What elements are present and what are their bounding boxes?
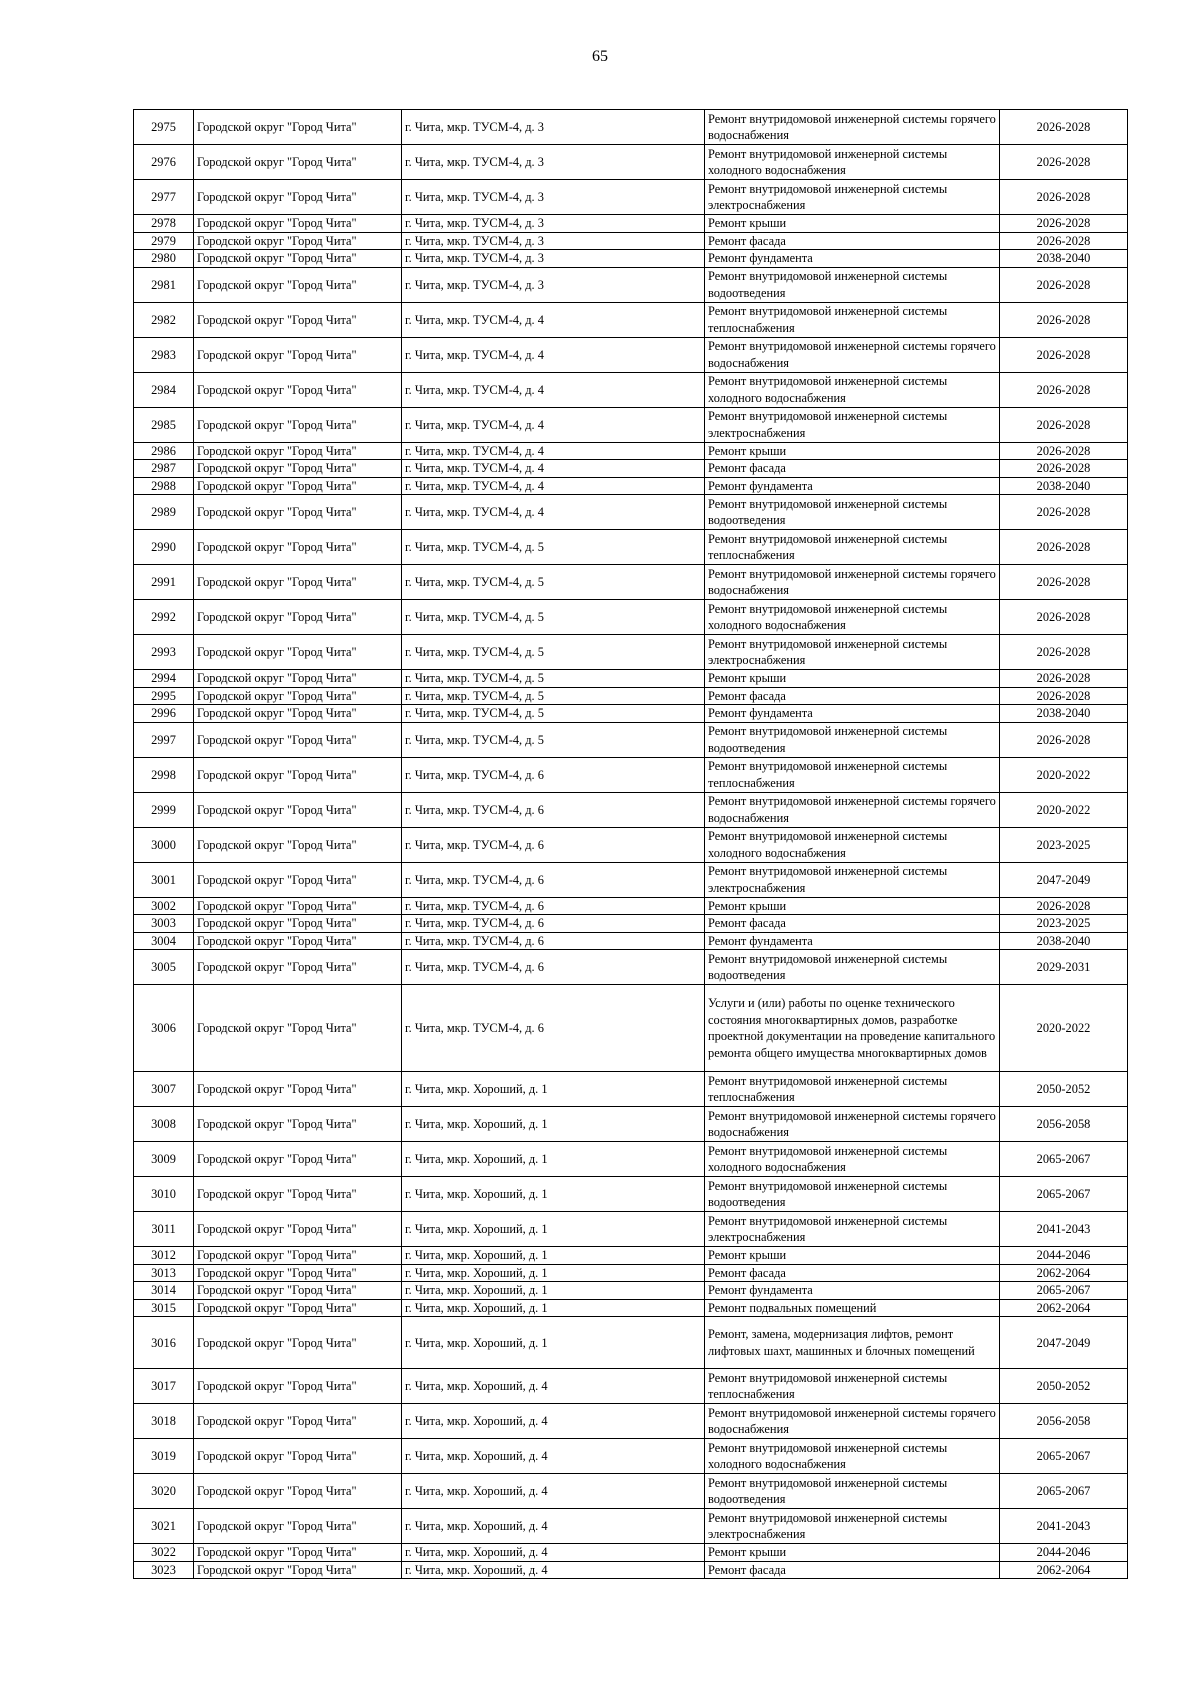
- work-type-cell: Ремонт внутридомовой инженерной системы теплоснабжения: [705, 757, 1000, 792]
- period-cell: 2065-2067: [1000, 1282, 1128, 1300]
- work-type-cell: Ремонт внутридомовой инженерной системы водоотведения: [705, 495, 1000, 530]
- address-cell: г. Чита, мкр. Хороший, д. 1: [402, 1282, 705, 1300]
- municipality-cell: Городской округ "Город Чита": [194, 1107, 402, 1142]
- row-number-cell: 2990: [134, 530, 194, 565]
- row-number-cell: 3002: [134, 897, 194, 915]
- period-cell: 2026-2028: [1000, 670, 1128, 688]
- row-number-cell: 2978: [134, 215, 194, 233]
- table-row: [134, 932, 1128, 950]
- period-cell: 2026-2028: [1000, 145, 1128, 180]
- row-number-cell: 3021: [134, 1509, 194, 1544]
- table-row: [134, 600, 1128, 635]
- table-row: [134, 372, 1128, 407]
- municipality-cell: Городской округ "Город Чита": [194, 232, 402, 250]
- work-type-cell: Ремонт фундамента: [705, 1282, 1000, 1300]
- row-number-cell: 3015: [134, 1299, 194, 1317]
- row-number-cell: 3013: [134, 1264, 194, 1282]
- row-number-cell: 3003: [134, 915, 194, 933]
- address-cell: г. Чита, мкр. ТУСМ-4, д. 3: [402, 215, 705, 233]
- address-cell: г. Чита, мкр. ТУСМ-4, д. 4: [402, 302, 705, 337]
- address-cell: г. Чита, мкр. Хороший, д. 4: [402, 1474, 705, 1509]
- work-type-cell: Ремонт, замена, модернизация лифтов, ремонт лифтовых шахт, машинных и блочных помещений: [705, 1317, 1000, 1369]
- row-number-cell: 3017: [134, 1369, 194, 1404]
- period-cell: 2026-2028: [1000, 565, 1128, 600]
- row-number-cell: 2982: [134, 302, 194, 337]
- address-cell: г. Чита, мкр. Хороший, д. 1: [402, 1212, 705, 1247]
- row-number-cell: 2999: [134, 792, 194, 827]
- work-type-cell: Ремонт фундамента: [705, 477, 1000, 495]
- work-type-cell: Ремонт крыши: [705, 670, 1000, 688]
- row-number-cell: 3004: [134, 932, 194, 950]
- table-row: [134, 670, 1128, 688]
- period-cell: 2065-2067: [1000, 1439, 1128, 1474]
- address-cell: г. Чита, мкр. Хороший, д. 4: [402, 1369, 705, 1404]
- work-type-cell: Ремонт внутридомовой инженерной системы водоотведения: [705, 1474, 1000, 1509]
- row-number-cell: 2997: [134, 722, 194, 757]
- row-number-cell: 2988: [134, 477, 194, 495]
- work-type-cell: Ремонт крыши: [705, 897, 1000, 915]
- municipality-cell: Городской округ "Город Чита": [194, 477, 402, 495]
- table-row: [134, 460, 1128, 478]
- period-cell: 2026-2028: [1000, 600, 1128, 635]
- table-row: [134, 757, 1128, 792]
- table-row: [134, 1544, 1128, 1562]
- address-cell: г. Чита, мкр. ТУСМ-4, д. 4: [402, 407, 705, 442]
- address-cell: г. Чита, мкр. ТУСМ-4, д. 6: [402, 985, 705, 1072]
- period-cell: 2065-2067: [1000, 1177, 1128, 1212]
- period-cell: 2041-2043: [1000, 1509, 1128, 1544]
- work-type-cell: Ремонт фундамента: [705, 250, 1000, 268]
- address-cell: г. Чита, мкр. ТУСМ-4, д. 5: [402, 705, 705, 723]
- work-type-cell: Ремонт подвальных помещений: [705, 1299, 1000, 1317]
- row-number-cell: 2993: [134, 635, 194, 670]
- work-type-cell: Ремонт внутридомовой инженерной системы электроснабжения: [705, 635, 1000, 670]
- table-row: [134, 477, 1128, 495]
- period-cell: 2056-2058: [1000, 1107, 1128, 1142]
- municipality-cell: Городской округ "Город Чита": [194, 1177, 402, 1212]
- period-cell: 2026-2028: [1000, 635, 1128, 670]
- municipality-cell: Городской округ "Город Чита": [194, 1544, 402, 1562]
- period-cell: 2062-2064: [1000, 1264, 1128, 1282]
- period-cell: 2026-2028: [1000, 687, 1128, 705]
- table-row: [134, 1212, 1128, 1247]
- table-row: [134, 1247, 1128, 1265]
- period-cell: 2044-2046: [1000, 1247, 1128, 1265]
- table-row: [134, 635, 1128, 670]
- municipality-cell: Городской округ "Город Чита": [194, 897, 402, 915]
- period-cell: 2056-2058: [1000, 1404, 1128, 1439]
- work-type-cell: Ремонт внутридомовой инженерной системы холодного водоснабжения: [705, 600, 1000, 635]
- address-cell: г. Чита, мкр. Хороший, д. 1: [402, 1107, 705, 1142]
- address-cell: г. Чита, мкр. ТУСМ-4, д. 6: [402, 915, 705, 933]
- row-number-cell: 2996: [134, 705, 194, 723]
- municipality-cell: Городской округ "Город Чита": [194, 267, 402, 302]
- table-row: [134, 1404, 1128, 1439]
- municipality-cell: Городской округ "Город Чита": [194, 757, 402, 792]
- address-cell: г. Чита, мкр. ТУСМ-4, д. 3: [402, 110, 705, 145]
- work-type-cell: Ремонт внутридомовой инженерной системы водоотведения: [705, 1177, 1000, 1212]
- address-cell: г. Чита, мкр. Хороший, д. 4: [402, 1439, 705, 1474]
- work-type-cell: Ремонт внутридомовой инженерной системы теплоснабжения: [705, 530, 1000, 565]
- row-number-cell: 2987: [134, 460, 194, 478]
- row-number-cell: 3001: [134, 862, 194, 897]
- work-type-cell: Ремонт фасада: [705, 687, 1000, 705]
- period-cell: 2038-2040: [1000, 477, 1128, 495]
- municipality-cell: Городской округ "Город Чита": [194, 1317, 402, 1369]
- work-type-cell: Ремонт внутридомовой инженерной системы холодного водоснабжения: [705, 145, 1000, 180]
- period-cell: 2023-2025: [1000, 915, 1128, 933]
- table-row: [134, 495, 1128, 530]
- table-row: [134, 1107, 1128, 1142]
- work-type-cell: Ремонт внутридомовой инженерной системы электроснабжения: [705, 180, 1000, 215]
- municipality-cell: Городской округ "Город Чита": [194, 250, 402, 268]
- table-row: [134, 687, 1128, 705]
- address-cell: г. Чита, мкр. ТУСМ-4, д. 3: [402, 145, 705, 180]
- municipality-cell: Городской округ "Город Чита": [194, 1299, 402, 1317]
- row-number-cell: 2986: [134, 442, 194, 460]
- work-type-cell: Услуги и (или) работы по оценке технического состояния многоквартирных домов, разработке проектной документации на проведение капитального ремонта общего имущества многоквартирных домов: [705, 985, 1000, 1072]
- work-type-cell: Ремонт фундамента: [705, 705, 1000, 723]
- municipality-cell: Городской округ "Город Чита": [194, 932, 402, 950]
- address-cell: г. Чита, мкр. ТУСМ-4, д. 5: [402, 600, 705, 635]
- table-body: [134, 110, 1128, 1579]
- period-cell: 2062-2064: [1000, 1299, 1128, 1317]
- municipality-cell: Городской округ "Город Чита": [194, 722, 402, 757]
- address-cell: г. Чита, мкр. ТУСМ-4, д. 4: [402, 372, 705, 407]
- work-type-cell: Ремонт внутридомовой инженерной системы водоотведения: [705, 950, 1000, 985]
- table-row: [134, 950, 1128, 985]
- address-cell: г. Чита, мкр. Хороший, д. 1: [402, 1247, 705, 1265]
- period-cell: 2026-2028: [1000, 267, 1128, 302]
- row-number-cell: 3009: [134, 1142, 194, 1177]
- work-type-cell: Ремонт внутридомовой инженерной системы холодного водоснабжения: [705, 827, 1000, 862]
- municipality-cell: Городской округ "Город Чита": [194, 1282, 402, 1300]
- municipality-cell: Городской округ "Город Чита": [194, 442, 402, 460]
- address-cell: г. Чита, мкр. ТУСМ-4, д. 4: [402, 442, 705, 460]
- row-number-cell: 2981: [134, 267, 194, 302]
- row-number-cell: 3023: [134, 1561, 194, 1579]
- period-cell: 2026-2028: [1000, 110, 1128, 145]
- municipality-cell: Городской округ "Город Чита": [194, 687, 402, 705]
- work-type-cell: Ремонт крыши: [705, 442, 1000, 460]
- municipality-cell: Городской округ "Город Чита": [194, 407, 402, 442]
- period-cell: 2026-2028: [1000, 722, 1128, 757]
- row-number-cell: 2994: [134, 670, 194, 688]
- period-cell: 2026-2028: [1000, 337, 1128, 372]
- municipality-cell: Городской округ "Город Чита": [194, 1509, 402, 1544]
- table-row: [134, 565, 1128, 600]
- municipality-cell: Городской округ "Город Чита": [194, 792, 402, 827]
- period-cell: 2026-2028: [1000, 530, 1128, 565]
- municipality-cell: Городской округ "Город Чита": [194, 1142, 402, 1177]
- municipality-cell: Городской округ "Город Чита": [194, 1212, 402, 1247]
- work-type-cell: Ремонт внутридомовой инженерной системы электроснабжения: [705, 407, 1000, 442]
- address-cell: г. Чита, мкр. ТУСМ-4, д. 5: [402, 635, 705, 670]
- municipality-cell: Городской округ "Город Чита": [194, 600, 402, 635]
- table-row: [134, 1072, 1128, 1107]
- address-cell: г. Чита, мкр. ТУСМ-4, д. 3: [402, 232, 705, 250]
- table-row: [134, 1177, 1128, 1212]
- period-cell: 2026-2028: [1000, 372, 1128, 407]
- municipality-cell: Городской округ "Город Чита": [194, 302, 402, 337]
- row-number-cell: 3012: [134, 1247, 194, 1265]
- work-type-cell: Ремонт внутридомовой инженерной системы теплоснабжения: [705, 1072, 1000, 1107]
- address-cell: г. Чита, мкр. Хороший, д. 1: [402, 1264, 705, 1282]
- work-type-cell: Ремонт крыши: [705, 1544, 1000, 1562]
- address-cell: г. Чита, мкр. ТУСМ-4, д. 3: [402, 267, 705, 302]
- work-type-cell: Ремонт внутридомовой инженерной системы теплоснабжения: [705, 302, 1000, 337]
- address-cell: г. Чита, мкр. Хороший, д. 4: [402, 1404, 705, 1439]
- municipality-cell: Городской округ "Город Чита": [194, 372, 402, 407]
- municipality-cell: Городской округ "Город Чита": [194, 985, 402, 1072]
- address-cell: г. Чита, мкр. Хороший, д. 1: [402, 1142, 705, 1177]
- table-row: [134, 442, 1128, 460]
- municipality-cell: Городской округ "Город Чита": [194, 1404, 402, 1439]
- period-cell: 2044-2046: [1000, 1544, 1128, 1562]
- address-cell: г. Чита, мкр. Хороший, д. 1: [402, 1072, 705, 1107]
- address-cell: г. Чита, мкр. ТУСМ-4, д. 6: [402, 932, 705, 950]
- row-number-cell: 2984: [134, 372, 194, 407]
- work-type-cell: Ремонт фасада: [705, 915, 1000, 933]
- row-number-cell: 3016: [134, 1317, 194, 1369]
- address-cell: г. Чита, мкр. ТУСМ-4, д. 4: [402, 337, 705, 372]
- work-type-cell: Ремонт фасада: [705, 460, 1000, 478]
- period-cell: 2065-2067: [1000, 1142, 1128, 1177]
- work-type-cell: Ремонт крыши: [705, 215, 1000, 233]
- period-cell: 2026-2028: [1000, 460, 1128, 478]
- period-cell: 2026-2028: [1000, 897, 1128, 915]
- period-cell: 2020-2022: [1000, 985, 1128, 1072]
- municipality-cell: Городской округ "Город Чита": [194, 565, 402, 600]
- period-cell: 2050-2052: [1000, 1072, 1128, 1107]
- municipality-cell: Городской округ "Город Чита": [194, 110, 402, 145]
- work-type-cell: Ремонт внутридомовой инженерной системы горячего водоснабжения: [705, 337, 1000, 372]
- municipality-cell: Городской округ "Город Чита": [194, 1369, 402, 1404]
- table-row: [134, 1509, 1128, 1544]
- period-cell: 2026-2028: [1000, 495, 1128, 530]
- row-number-cell: 3000: [134, 827, 194, 862]
- table-row: [134, 1369, 1128, 1404]
- municipality-cell: Городской округ "Город Чита": [194, 1439, 402, 1474]
- municipality-cell: Городской округ "Город Чита": [194, 635, 402, 670]
- row-number-cell: 3008: [134, 1107, 194, 1142]
- table-row: [134, 915, 1128, 933]
- work-type-cell: Ремонт внутридомовой инженерной системы водоотведения: [705, 722, 1000, 757]
- work-type-cell: Ремонт внутридомовой инженерной системы горячего водоснабжения: [705, 565, 1000, 600]
- address-cell: г. Чита, мкр. ТУСМ-4, д. 4: [402, 477, 705, 495]
- table-row: [134, 985, 1128, 1072]
- work-type-cell: Ремонт внутридомовой инженерной системы холодного водоснабжения: [705, 372, 1000, 407]
- municipality-cell: Городской округ "Город Чита": [194, 1561, 402, 1579]
- row-number-cell: 3022: [134, 1544, 194, 1562]
- table-row: [134, 827, 1128, 862]
- table-row: [134, 180, 1128, 215]
- period-cell: 2023-2025: [1000, 827, 1128, 862]
- address-cell: г. Чита, мкр. ТУСМ-4, д. 5: [402, 565, 705, 600]
- work-type-cell: Ремонт внутридомовой инженерной системы теплоснабжения: [705, 1369, 1000, 1404]
- municipality-cell: Городской округ "Город Чита": [194, 495, 402, 530]
- period-cell: 2038-2040: [1000, 932, 1128, 950]
- work-type-cell: Ремонт фасада: [705, 232, 1000, 250]
- table-row: [134, 1474, 1128, 1509]
- table-row: [134, 792, 1128, 827]
- row-number-cell: 3005: [134, 950, 194, 985]
- address-cell: г. Чита, мкр. ТУСМ-4, д. 6: [402, 827, 705, 862]
- period-cell: 2047-2049: [1000, 862, 1128, 897]
- municipality-cell: Городской округ "Город Чита": [194, 1474, 402, 1509]
- address-cell: г. Чита, мкр. Хороший, д. 1: [402, 1299, 705, 1317]
- page-number: 65: [592, 48, 608, 65]
- repair-schedule-table: [133, 109, 1128, 1579]
- table-row: [134, 232, 1128, 250]
- row-number-cell: 2998: [134, 757, 194, 792]
- work-type-cell: Ремонт внутридомовой инженерной системы электроснабжения: [705, 862, 1000, 897]
- work-type-cell: Ремонт фундамента: [705, 932, 1000, 950]
- row-number-cell: 2995: [134, 687, 194, 705]
- period-cell: 2029-2031: [1000, 950, 1128, 985]
- municipality-cell: Городской округ "Город Чита": [194, 915, 402, 933]
- municipality-cell: Городской округ "Город Чита": [194, 1264, 402, 1282]
- municipality-cell: Городской округ "Город Чита": [194, 1247, 402, 1265]
- municipality-cell: Городской округ "Город Чита": [194, 950, 402, 985]
- municipality-cell: Городской округ "Город Чита": [194, 862, 402, 897]
- work-type-cell: Ремонт внутридомовой инженерной системы горячего водоснабжения: [705, 792, 1000, 827]
- table-row: [134, 110, 1128, 145]
- row-number-cell: 2979: [134, 232, 194, 250]
- municipality-cell: Городской округ "Город Чита": [194, 337, 402, 372]
- table-row: [134, 302, 1128, 337]
- period-cell: 2062-2064: [1000, 1561, 1128, 1579]
- row-number-cell: 3006: [134, 985, 194, 1072]
- table-row: [134, 215, 1128, 233]
- municipality-cell: Городской округ "Город Чита": [194, 670, 402, 688]
- address-cell: г. Чита, мкр. ТУСМ-4, д. 6: [402, 950, 705, 985]
- row-number-cell: 2992: [134, 600, 194, 635]
- address-cell: г. Чита, мкр. Хороший, д. 1: [402, 1177, 705, 1212]
- work-type-cell: Ремонт внутридомовой инженерной системы горячего водоснабжения: [705, 1404, 1000, 1439]
- address-cell: г. Чита, мкр. Хороший, д. 4: [402, 1509, 705, 1544]
- work-type-cell: Ремонт внутридомовой инженерной системы электроснабжения: [705, 1509, 1000, 1544]
- municipality-cell: Городской округ "Город Чита": [194, 705, 402, 723]
- address-cell: г. Чита, мкр. ТУСМ-4, д. 6: [402, 757, 705, 792]
- period-cell: 2026-2028: [1000, 215, 1128, 233]
- address-cell: г. Чита, мкр. ТУСМ-4, д. 5: [402, 530, 705, 565]
- table-row: [134, 1142, 1128, 1177]
- address-cell: г. Чита, мкр. ТУСМ-4, д. 5: [402, 722, 705, 757]
- row-number-cell: 2980: [134, 250, 194, 268]
- period-cell: 2041-2043: [1000, 1212, 1128, 1247]
- row-number-cell: 2975: [134, 110, 194, 145]
- address-cell: г. Чита, мкр. Хороший, д. 1: [402, 1317, 705, 1369]
- period-cell: 2020-2022: [1000, 792, 1128, 827]
- work-type-cell: Ремонт фасада: [705, 1561, 1000, 1579]
- work-type-cell: Ремонт внутридомовой инженерной системы водоотведения: [705, 267, 1000, 302]
- municipality-cell: Городской округ "Город Чита": [194, 530, 402, 565]
- period-cell: 2065-2067: [1000, 1474, 1128, 1509]
- table-row: [134, 1317, 1128, 1369]
- address-cell: г. Чита, мкр. ТУСМ-4, д. 3: [402, 180, 705, 215]
- municipality-cell: Городской округ "Город Чита": [194, 180, 402, 215]
- period-cell: 2026-2028: [1000, 180, 1128, 215]
- period-cell: 2038-2040: [1000, 705, 1128, 723]
- address-cell: г. Чита, мкр. ТУСМ-4, д. 5: [402, 670, 705, 688]
- table-row: [134, 722, 1128, 757]
- table-row: [134, 1561, 1128, 1579]
- period-cell: 2026-2028: [1000, 407, 1128, 442]
- period-cell: 2050-2052: [1000, 1369, 1128, 1404]
- period-cell: 2026-2028: [1000, 232, 1128, 250]
- work-type-cell: Ремонт крыши: [705, 1247, 1000, 1265]
- table-row: [134, 145, 1128, 180]
- row-number-cell: 3010: [134, 1177, 194, 1212]
- municipality-cell: Городской округ "Город Чита": [194, 1072, 402, 1107]
- row-number-cell: 2989: [134, 495, 194, 530]
- address-cell: г. Чита, мкр. ТУСМ-4, д. 4: [402, 460, 705, 478]
- row-number-cell: 2976: [134, 145, 194, 180]
- table-row: [134, 267, 1128, 302]
- period-cell: 2026-2028: [1000, 442, 1128, 460]
- address-cell: г. Чита, мкр. ТУСМ-4, д. 4: [402, 495, 705, 530]
- row-number-cell: 3020: [134, 1474, 194, 1509]
- work-type-cell: Ремонт внутридомовой инженерной системы горячего водоснабжения: [705, 110, 1000, 145]
- municipality-cell: Городской округ "Город Чита": [194, 215, 402, 233]
- row-number-cell: 2991: [134, 565, 194, 600]
- table-row: [134, 1264, 1128, 1282]
- row-number-cell: 3019: [134, 1439, 194, 1474]
- row-number-cell: 2977: [134, 180, 194, 215]
- municipality-cell: Городской округ "Город Чита": [194, 460, 402, 478]
- row-number-cell: 3014: [134, 1282, 194, 1300]
- table-row: [134, 407, 1128, 442]
- address-cell: г. Чита, мкр. ТУСМ-4, д. 6: [402, 792, 705, 827]
- address-cell: г. Чита, мкр. ТУСМ-4, д. 3: [402, 250, 705, 268]
- table-row: [134, 1299, 1128, 1317]
- period-cell: 2020-2022: [1000, 757, 1128, 792]
- address-cell: г. Чита, мкр. Хороший, д. 4: [402, 1544, 705, 1562]
- table-row: [134, 1439, 1128, 1474]
- table-row: [134, 897, 1128, 915]
- work-type-cell: Ремонт фасада: [705, 1264, 1000, 1282]
- municipality-cell: Городской округ "Город Чита": [194, 827, 402, 862]
- period-cell: 2038-2040: [1000, 250, 1128, 268]
- row-number-cell: 3007: [134, 1072, 194, 1107]
- address-cell: г. Чита, мкр. ТУСМ-4, д. 6: [402, 862, 705, 897]
- work-type-cell: Ремонт внутридомовой инженерной системы горячего водоснабжения: [705, 1107, 1000, 1142]
- table-row: [134, 1282, 1128, 1300]
- table-row: [134, 337, 1128, 372]
- table-row: [134, 250, 1128, 268]
- address-cell: г. Чита, мкр. ТУСМ-4, д. 5: [402, 687, 705, 705]
- table-row: [134, 862, 1128, 897]
- table-row: [134, 530, 1128, 565]
- period-cell: 2047-2049: [1000, 1317, 1128, 1369]
- address-cell: г. Чита, мкр. ТУСМ-4, д. 6: [402, 897, 705, 915]
- address-cell: г. Чита, мкр. Хороший, д. 4: [402, 1561, 705, 1579]
- table-row: [134, 705, 1128, 723]
- row-number-cell: 2985: [134, 407, 194, 442]
- row-number-cell: 2983: [134, 337, 194, 372]
- row-number-cell: 3011: [134, 1212, 194, 1247]
- period-cell: 2026-2028: [1000, 302, 1128, 337]
- work-type-cell: Ремонт внутридомовой инженерной системы холодного водоснабжения: [705, 1439, 1000, 1474]
- municipality-cell: Городской округ "Город Чита": [194, 145, 402, 180]
- work-type-cell: Ремонт внутридомовой инженерной системы холодного водоснабжения: [705, 1142, 1000, 1177]
- row-number-cell: 3018: [134, 1404, 194, 1439]
- work-type-cell: Ремонт внутридомовой инженерной системы электроснабжения: [705, 1212, 1000, 1247]
